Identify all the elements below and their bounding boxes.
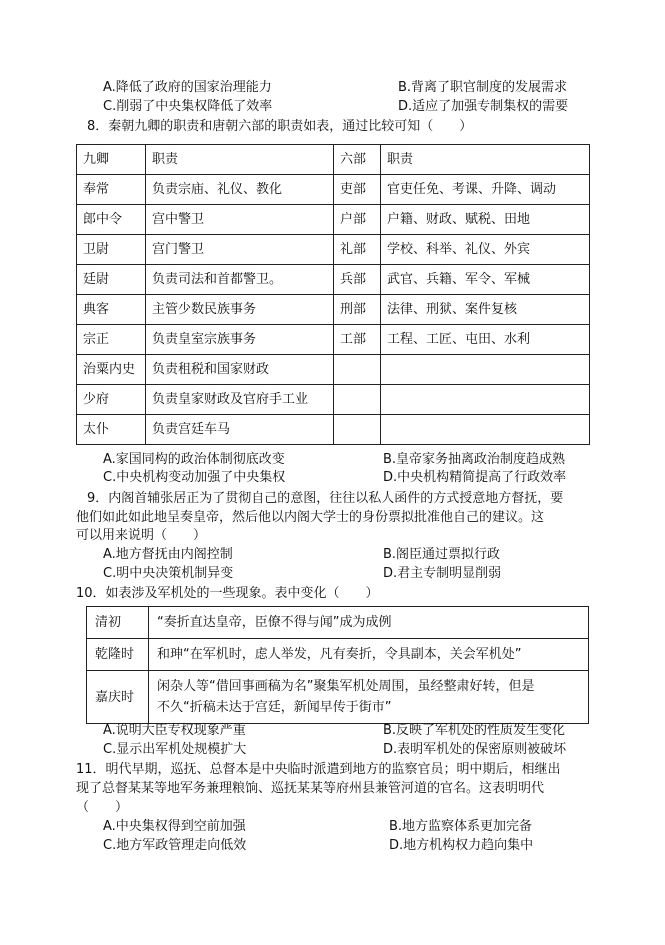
table-cell: 宫门警卫 — [146, 235, 334, 265]
q9-option-d: D.君主专制明显削弱 — [383, 566, 502, 581]
table-cell: 吏部 — [334, 175, 381, 205]
table-cell: 负责皇室宗族事务 — [146, 325, 334, 355]
table-row — [77, 325, 590, 355]
q10-option-c: C.显示出军机处规模扩大 — [103, 742, 247, 757]
header-cell: 职责 — [146, 145, 334, 175]
table-cell: 负责租税和国家财政 — [146, 355, 334, 385]
table-cell: 治粟内史 — [77, 355, 146, 385]
table-cell — [381, 385, 590, 415]
q9-stem-line-1: 9．内阁首辅张居正为了贯彻自己的意图，往往以私人函件的方式授意地方督抚，要 — [87, 491, 564, 506]
q9-option-a: A.地方督抚由内阁控制 — [103, 547, 233, 562]
table-cell — [334, 385, 381, 415]
q8-comparison-table — [76, 144, 590, 445]
q7-option-c: C.削弱了中央集权降低了效率 — [103, 99, 273, 114]
q8-option-b: B.皇帝家务抽离政治制度趋成熟 — [383, 452, 566, 467]
header-cell: 九卿 — [77, 145, 146, 175]
row-text-line-2: 不久“折稿未达于宫廷，新闻早传于街市” — [157, 700, 392, 715]
table-cell: 卫尉 — [77, 235, 146, 265]
row-text-line-1: 闲杂人等“借回事画稿为名”聚集军机处周围，虽经整肃好转，但是 — [157, 679, 535, 694]
table-row — [87, 671, 589, 724]
table-row — [77, 205, 590, 235]
table-cell-period: 清初 — [87, 607, 149, 639]
table-cell-text — [149, 607, 589, 639]
table-row — [87, 639, 589, 671]
table-row — [77, 355, 590, 385]
q8-option-c: C.中央机构变动加强了中央集权 — [103, 470, 286, 485]
table-cell: 典客 — [77, 295, 146, 325]
table-cell: 负责皇家财政及官府手工业 — [146, 385, 334, 415]
q10-stem: 10．如表涉及军机处的一些现象。表中变化（ ） — [76, 586, 379, 601]
table-cell: 户部 — [334, 205, 381, 235]
table-cell: 武官、兵籍、军令、军械 — [381, 265, 590, 295]
table-cell: 奉常 — [77, 175, 146, 205]
q10-option-b: B.反映了军机处的性质发生变化 — [383, 723, 566, 738]
table-cell — [381, 415, 590, 445]
table-cell: 郎中令 — [77, 205, 146, 235]
q7-option-a: A.降低了政府的国家治理能力 — [103, 80, 272, 95]
q9-option-c: C.明中央决策机制异变 — [103, 566, 234, 581]
table-row — [87, 607, 589, 639]
table-cell: 兵部 — [334, 265, 381, 295]
table-cell-text — [149, 639, 589, 671]
table-cell: 太仆 — [77, 415, 146, 445]
table-cell: 负责宗庙、礼仪、教化 — [146, 175, 334, 205]
q11-option-a: A.中央集权得到空前加强 — [103, 819, 246, 834]
table-cell: 工程、工匠、屯田、水利 — [381, 325, 590, 355]
table-row — [77, 265, 590, 295]
q10-option-a: A.说明大臣专权现象严重 — [103, 723, 246, 738]
table-row — [77, 385, 590, 415]
q10-option-d: D.表明军机处的保密原则被破坏 — [383, 742, 567, 757]
table-cell: 礼部 — [334, 235, 381, 265]
table-cell: 廷尉 — [77, 265, 146, 295]
table-row — [77, 295, 590, 325]
q9-stem-line-3: 可以用来说明（ ） — [76, 528, 207, 543]
table-cell: 官吏任免、考课、升降、调动 — [381, 175, 590, 205]
table-cell: 负责宫廷车马 — [146, 415, 334, 445]
table-cell: 户籍、财政、赋税、田地 — [381, 205, 590, 235]
q8-stem: 8．秦朝九卿的职责和唐朝六部的职责如表，通过比较可知（ ） — [87, 119, 473, 134]
table-cell: 学校、科举、礼仪、外宾 — [381, 235, 590, 265]
q7-option-d: D.适应了加强专制集权的需要 — [398, 99, 569, 114]
table-cell-period: 乾隆时 — [87, 639, 149, 671]
table-cell: 负责司法和首都警卫。 — [146, 265, 334, 295]
table-cell: 宫中警卫 — [146, 205, 334, 235]
q11-option-b: B.地方监察体系更加完备 — [389, 819, 533, 834]
q11-stem-line-1: 11．明代早期，巡抚、总督本是中央临时派遣到地方的监察官员；明中期后，相继出 — [76, 762, 561, 777]
q11-option-c: C.地方军政管理走向低效 — [103, 838, 247, 853]
table-cell: 法律、刑狱、案件复核 — [381, 295, 590, 325]
q7-option-b: B.背离了职官制度的发展需求 — [398, 80, 568, 95]
table-cell: 少府 — [77, 385, 146, 415]
table-cell-period: 嘉庆时 — [87, 671, 149, 724]
table-cell: 宗正 — [77, 325, 146, 355]
table-header-row — [77, 145, 590, 175]
table-cell-text — [149, 671, 589, 724]
header-cell: 职责 — [381, 145, 590, 175]
header-cell: 六部 — [334, 145, 381, 175]
table-cell: 刑部 — [334, 295, 381, 325]
table-row — [77, 415, 590, 445]
row-text: 和珅“在军机时，虑人举发，凡有奏折，令具副本，关会军机处” — [157, 647, 522, 662]
q11-option-d: D.地方机构权力趋向集中 — [389, 838, 534, 853]
table-cell — [381, 355, 590, 385]
q10-junjichu-table — [86, 606, 589, 724]
q9-option-b: B.阁臣通过票拟行政 — [383, 547, 501, 562]
table-cell: 主管少数民族事务 — [146, 295, 334, 325]
table-row — [77, 175, 590, 205]
table-cell — [334, 415, 381, 445]
q8-option-d: D.中央机构精简提高了行政效率 — [383, 470, 567, 485]
table-cell — [334, 355, 381, 385]
q9-stem-line-2: 他们如此如此地呈奏皇帝，然后他以内阁大学士的身份票拟批准他自己的建议。这 — [76, 510, 545, 525]
q11-stem-line-3: （ ） — [76, 800, 129, 815]
row-text: “奏折直达皇帝，臣僚不得与闻”成为成例 — [157, 615, 392, 630]
table-row — [77, 235, 590, 265]
table-cell: 工部 — [334, 325, 381, 355]
q11-stem-line-2: 现了总督某某等地军务兼理粮饷、巡抚某某等府州县兼管河道的官名。这表明明代 — [76, 781, 545, 796]
q8-option-a: A.家国同构的政治体制彻底改变 — [103, 452, 285, 467]
